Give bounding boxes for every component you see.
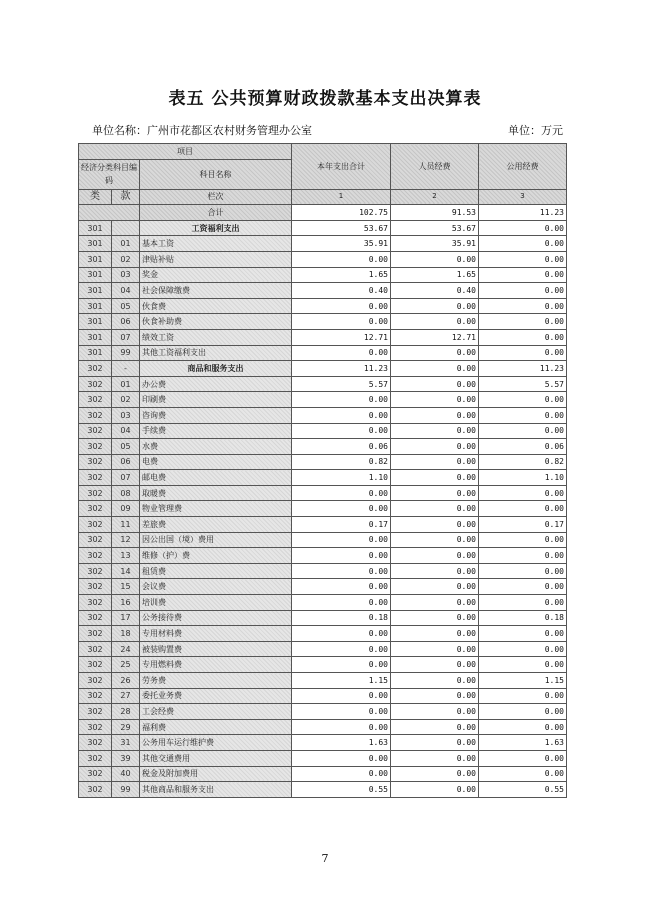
total-cell: 0.18 bbox=[292, 610, 391, 626]
public-cell: 0.00 bbox=[479, 626, 567, 642]
personnel-cell: 0.00 bbox=[391, 517, 479, 533]
category-code-cell: 301 bbox=[79, 267, 112, 283]
subject-name-cell: 其他交通费用 bbox=[140, 750, 292, 766]
public-cell: 0.00 bbox=[479, 532, 567, 548]
col-index-1: 1 bbox=[292, 189, 391, 205]
total-cell: 0.00 bbox=[292, 704, 391, 720]
public-cell: 0.00 bbox=[479, 251, 567, 267]
category-code-cell: 302 bbox=[79, 407, 112, 423]
subject-name-cell: 奖金 bbox=[140, 267, 292, 283]
header-section: 款 bbox=[112, 189, 140, 205]
header-category: 类 bbox=[79, 189, 112, 205]
section-code-cell bbox=[112, 220, 140, 236]
total-cell: 0.40 bbox=[292, 283, 391, 299]
total-cell: 0.00 bbox=[292, 298, 391, 314]
table-row bbox=[79, 501, 567, 517]
category-code-cell: 302 bbox=[79, 454, 112, 470]
subject-name-cell: 公务接待费 bbox=[140, 610, 292, 626]
table-row bbox=[79, 626, 567, 642]
total-cell: 12.71 bbox=[292, 329, 391, 345]
header-col-public: 公用经费 bbox=[479, 144, 567, 190]
total-cell: 0.00 bbox=[292, 407, 391, 423]
table-row bbox=[79, 485, 567, 501]
table-row bbox=[79, 220, 567, 236]
public-cell: 0.00 bbox=[479, 236, 567, 252]
subject-name-cell: 伙食补助费 bbox=[140, 314, 292, 330]
section-code-cell: 15 bbox=[112, 579, 140, 595]
personnel-cell: 0.00 bbox=[391, 704, 479, 720]
personnel-cell: 0.00 bbox=[391, 470, 479, 486]
table-row bbox=[79, 563, 567, 579]
table-row bbox=[79, 361, 567, 377]
public-cell: 0.00 bbox=[479, 298, 567, 314]
category-code-cell: 302 bbox=[79, 423, 112, 439]
table-row bbox=[79, 657, 567, 673]
total-cell: 0.00 bbox=[292, 563, 391, 579]
subject-name-cell: 社会保障缴费 bbox=[140, 283, 292, 299]
total-cell: 0.17 bbox=[292, 517, 391, 533]
public-cell: 1.63 bbox=[479, 735, 567, 751]
personnel-cell: 0.00 bbox=[391, 314, 479, 330]
table-row bbox=[79, 236, 567, 252]
total-cell: 0.55 bbox=[292, 782, 391, 798]
category-code-cell: 302 bbox=[79, 750, 112, 766]
personnel-cell: 0.00 bbox=[391, 454, 479, 470]
total-cell: 0.00 bbox=[292, 766, 391, 782]
section-code-cell: 01 bbox=[112, 376, 140, 392]
personnel-cell: 0.00 bbox=[391, 766, 479, 782]
total-cell: 1.10 bbox=[292, 470, 391, 486]
public-cell: 0.00 bbox=[479, 220, 567, 236]
subject-name-cell: 商品和服务支出 bbox=[140, 361, 292, 377]
total-cell: 0.00 bbox=[292, 532, 391, 548]
public-cell: 0.00 bbox=[479, 704, 567, 720]
section-code-cell: 26 bbox=[112, 673, 140, 689]
table-row bbox=[79, 688, 567, 704]
section-code-cell: 18 bbox=[112, 626, 140, 642]
category-code-cell: 302 bbox=[79, 782, 112, 798]
subject-name-cell: 培训费 bbox=[140, 595, 292, 611]
personnel-cell: 0.00 bbox=[391, 501, 479, 517]
subject-name-cell: 伙食费 bbox=[140, 298, 292, 314]
category-code-cell: 302 bbox=[79, 610, 112, 626]
subject-name-cell: 被装购置费 bbox=[140, 641, 292, 657]
total-cell: 0.00 bbox=[292, 392, 391, 408]
section-code-cell: 27 bbox=[112, 688, 140, 704]
section-code-cell: 13 bbox=[112, 548, 140, 564]
subject-name-cell: 物业管理费 bbox=[140, 501, 292, 517]
personnel-cell: 0.00 bbox=[391, 688, 479, 704]
category-code-cell: 301 bbox=[79, 314, 112, 330]
subject-name-cell: 差旅费 bbox=[140, 517, 292, 533]
personnel-cell: 0.00 bbox=[391, 485, 479, 501]
public-cell: 0.82 bbox=[479, 454, 567, 470]
category-code-cell: 302 bbox=[79, 719, 112, 735]
section-code-cell: 07 bbox=[112, 329, 140, 345]
category-code-cell: 302 bbox=[79, 735, 112, 751]
section-code-cell: 14 bbox=[112, 563, 140, 579]
public-cell: 0.00 bbox=[479, 595, 567, 611]
header-row-item bbox=[79, 144, 567, 160]
public-cell: 1.10 bbox=[479, 470, 567, 486]
table-row bbox=[79, 532, 567, 548]
public-cell: 1.15 bbox=[479, 673, 567, 689]
total-cell: 0.00 bbox=[292, 595, 391, 611]
section-code-cell: 03 bbox=[112, 267, 140, 283]
section-code-cell: 28 bbox=[112, 704, 140, 720]
section-code-cell: 05 bbox=[112, 439, 140, 455]
public-cell: 0.00 bbox=[479, 423, 567, 439]
category-code-cell: 302 bbox=[79, 470, 112, 486]
public-cell: 0.00 bbox=[479, 657, 567, 673]
public-cell: 0.00 bbox=[479, 345, 567, 361]
personnel-cell: 0.00 bbox=[391, 563, 479, 579]
section-code-cell: 99 bbox=[112, 782, 140, 798]
category-code-cell: 301 bbox=[79, 329, 112, 345]
total-row-blank bbox=[79, 205, 140, 221]
subject-name-cell: 办公费 bbox=[140, 376, 292, 392]
public-cell: 0.00 bbox=[479, 766, 567, 782]
public-cell: 0.00 bbox=[479, 314, 567, 330]
personnel-cell: 0.00 bbox=[391, 361, 479, 377]
category-code-cell: 301 bbox=[79, 220, 112, 236]
public-cell: 0.00 bbox=[479, 579, 567, 595]
subject-name-cell: 专用材料费 bbox=[140, 626, 292, 642]
subject-name-cell: 委托业务费 bbox=[140, 688, 292, 704]
category-code-cell: 302 bbox=[79, 532, 112, 548]
page-number: 7 bbox=[321, 852, 329, 865]
col-index-3: 3 bbox=[479, 189, 567, 205]
public-cell: 11.23 bbox=[479, 361, 567, 377]
table-row bbox=[79, 314, 567, 330]
subject-name-cell: 公务用车运行维护费 bbox=[140, 735, 292, 751]
section-code-cell: 99 bbox=[112, 345, 140, 361]
section-code-cell: 02 bbox=[112, 251, 140, 267]
public-cell: 0.00 bbox=[479, 407, 567, 423]
table-row bbox=[79, 283, 567, 299]
table-row bbox=[79, 423, 567, 439]
public-cell: 0.55 bbox=[479, 782, 567, 798]
table-row bbox=[79, 376, 567, 392]
personnel-cell: 0.00 bbox=[391, 579, 479, 595]
public-cell: 0.00 bbox=[479, 641, 567, 657]
section-code-cell: 12 bbox=[112, 532, 140, 548]
public-cell: 0.00 bbox=[479, 283, 567, 299]
category-code-cell: 302 bbox=[79, 626, 112, 642]
table-row bbox=[79, 407, 567, 423]
personnel-cell: 53.67 bbox=[391, 220, 479, 236]
section-code-cell: 31 bbox=[112, 735, 140, 751]
total-cell: 1.15 bbox=[292, 673, 391, 689]
category-code-cell: 302 bbox=[79, 595, 112, 611]
section-code-cell: 04 bbox=[112, 283, 140, 299]
category-code-cell: 302 bbox=[79, 673, 112, 689]
category-code-cell: 301 bbox=[79, 283, 112, 299]
public-cell: 0.00 bbox=[479, 688, 567, 704]
total-cell: 0.00 bbox=[292, 719, 391, 735]
personnel-cell: 0.00 bbox=[391, 595, 479, 611]
section-code-cell: 16 bbox=[112, 595, 140, 611]
subject-name-cell: 咨询费 bbox=[140, 407, 292, 423]
col-index-2: 2 bbox=[391, 189, 479, 205]
public-cell: 0.00 bbox=[479, 719, 567, 735]
total-cell: 0.00 bbox=[292, 345, 391, 361]
table-row bbox=[79, 267, 567, 283]
total-cell: 0.00 bbox=[292, 485, 391, 501]
subject-name-cell: 邮电费 bbox=[140, 470, 292, 486]
subject-name-cell: 取暖费 bbox=[140, 485, 292, 501]
table-row bbox=[79, 673, 567, 689]
total-row-total: 102.75 bbox=[292, 205, 391, 221]
subject-name-cell: 税金及附加费用 bbox=[140, 766, 292, 782]
total-cell: 0.00 bbox=[292, 657, 391, 673]
unit-name-label: 单位名称：广州市花都区农村财务管理办公室 bbox=[92, 124, 312, 137]
section-code-cell: 39 bbox=[112, 750, 140, 766]
total-row-personnel: 91.53 bbox=[391, 205, 479, 221]
personnel-cell: 0.00 bbox=[391, 657, 479, 673]
category-code-cell: 302 bbox=[79, 361, 112, 377]
public-cell: 0.18 bbox=[479, 610, 567, 626]
category-code-cell: 301 bbox=[79, 298, 112, 314]
subject-name-cell: 手续费 bbox=[140, 423, 292, 439]
table-row bbox=[79, 766, 567, 782]
table-row bbox=[79, 329, 567, 345]
subject-name-cell: 津贴补贴 bbox=[140, 251, 292, 267]
section-code-cell: 08 bbox=[112, 485, 140, 501]
table-row bbox=[79, 641, 567, 657]
table-row bbox=[79, 345, 567, 361]
category-code-cell: 302 bbox=[79, 563, 112, 579]
public-cell: 0.00 bbox=[479, 267, 567, 283]
category-code-cell: 302 bbox=[79, 704, 112, 720]
section-code-cell: 09 bbox=[112, 501, 140, 517]
category-code-cell: 301 bbox=[79, 236, 112, 252]
header-subject-name: 科目名称 bbox=[140, 159, 292, 189]
total-cell: 0.00 bbox=[292, 626, 391, 642]
total-cell: 0.06 bbox=[292, 439, 391, 455]
section-code-cell: 06 bbox=[112, 454, 140, 470]
personnel-cell: 0.00 bbox=[391, 673, 479, 689]
total-cell: 1.65 bbox=[292, 267, 391, 283]
personnel-cell: 1.65 bbox=[391, 267, 479, 283]
category-code-cell: 302 bbox=[79, 579, 112, 595]
total-cell: 0.00 bbox=[292, 423, 391, 439]
section-code-cell: 11 bbox=[112, 517, 140, 533]
section-code-cell: 02 bbox=[112, 392, 140, 408]
public-cell: 0.00 bbox=[479, 501, 567, 517]
subject-name-cell: 因公出国（境）费用 bbox=[140, 532, 292, 548]
category-code-cell: 302 bbox=[79, 392, 112, 408]
subject-name-cell: 基本工资 bbox=[140, 236, 292, 252]
total-row bbox=[79, 205, 567, 221]
section-code-cell: 25 bbox=[112, 657, 140, 673]
category-code-cell: 302 bbox=[79, 766, 112, 782]
total-cell: 5.57 bbox=[292, 376, 391, 392]
total-cell: 1.63 bbox=[292, 735, 391, 751]
public-cell: 0.00 bbox=[479, 329, 567, 345]
subject-name-cell: 其他工资福利支出 bbox=[140, 345, 292, 361]
category-code-cell: 302 bbox=[79, 688, 112, 704]
personnel-cell: 0.00 bbox=[391, 719, 479, 735]
total-cell: 11.23 bbox=[292, 361, 391, 377]
table-row bbox=[79, 782, 567, 798]
personnel-cell: 0.40 bbox=[391, 283, 479, 299]
subject-name-cell: 电费 bbox=[140, 454, 292, 470]
total-row-public: 11.23 bbox=[479, 205, 567, 221]
table-row bbox=[79, 392, 567, 408]
section-code-cell: 17 bbox=[112, 610, 140, 626]
table-row bbox=[79, 704, 567, 720]
total-cell: 0.00 bbox=[292, 251, 391, 267]
personnel-cell: 0.00 bbox=[391, 750, 479, 766]
personnel-cell: 0.00 bbox=[391, 548, 479, 564]
category-code-cell: 302 bbox=[79, 517, 112, 533]
table-row bbox=[79, 750, 567, 766]
category-code-cell: 302 bbox=[79, 501, 112, 517]
personnel-cell: 0.00 bbox=[391, 610, 479, 626]
public-cell: 0.00 bbox=[479, 485, 567, 501]
total-row-label: 合计 bbox=[140, 205, 292, 221]
subject-name-cell: 劳务费 bbox=[140, 673, 292, 689]
table-row bbox=[79, 454, 567, 470]
subject-name-cell: 水费 bbox=[140, 439, 292, 455]
table-row bbox=[79, 719, 567, 735]
table-row bbox=[79, 548, 567, 564]
header-item: 项目 bbox=[79, 144, 292, 160]
table-row bbox=[79, 595, 567, 611]
total-cell: 0.00 bbox=[292, 688, 391, 704]
subject-name-cell: 专用燃料费 bbox=[140, 657, 292, 673]
table-row bbox=[79, 579, 567, 595]
table-row bbox=[79, 439, 567, 455]
category-code-cell: 302 bbox=[79, 657, 112, 673]
total-cell: 0.00 bbox=[292, 641, 391, 657]
public-cell: 0.00 bbox=[479, 563, 567, 579]
personnel-cell: 0.00 bbox=[391, 251, 479, 267]
category-code-cell: 302 bbox=[79, 439, 112, 455]
subject-name-cell: 福利费 bbox=[140, 719, 292, 735]
subject-name-cell: 工资福利支出 bbox=[140, 220, 292, 236]
personnel-cell: 0.00 bbox=[391, 392, 479, 408]
total-cell: 53.67 bbox=[292, 220, 391, 236]
section-code-cell: 03 bbox=[112, 407, 140, 423]
personnel-cell: 0.00 bbox=[391, 626, 479, 642]
table-row bbox=[79, 517, 567, 533]
public-cell: 0.00 bbox=[479, 392, 567, 408]
personnel-cell: 12.71 bbox=[391, 329, 479, 345]
personnel-cell: 0.00 bbox=[391, 423, 479, 439]
subject-name-cell: 绩效工资 bbox=[140, 329, 292, 345]
section-code-cell: 07 bbox=[112, 470, 140, 486]
unit-label: 单位：万元 bbox=[508, 124, 563, 137]
subject-name-cell: 会议费 bbox=[140, 579, 292, 595]
section-code-cell: 24 bbox=[112, 641, 140, 657]
category-code-cell: 302 bbox=[79, 376, 112, 392]
public-cell: 0.06 bbox=[479, 439, 567, 455]
category-code-cell: 301 bbox=[79, 251, 112, 267]
public-cell: 0.00 bbox=[479, 548, 567, 564]
personnel-cell: 0.00 bbox=[391, 782, 479, 798]
section-code-cell: 06 bbox=[112, 314, 140, 330]
total-cell: 0.00 bbox=[292, 501, 391, 517]
category-code-cell: 302 bbox=[79, 548, 112, 564]
section-code-cell: - bbox=[112, 361, 140, 377]
section-code-cell: 29 bbox=[112, 719, 140, 735]
section-code-cell: 40 bbox=[112, 766, 140, 782]
total-cell: 0.00 bbox=[292, 750, 391, 766]
total-cell: 0.00 bbox=[292, 314, 391, 330]
table-row bbox=[79, 470, 567, 486]
public-cell: 5.57 bbox=[479, 376, 567, 392]
header-econ-code: 经济分类科目编码 bbox=[79, 159, 140, 189]
category-code-cell: 301 bbox=[79, 345, 112, 361]
total-cell: 0.00 bbox=[292, 579, 391, 595]
header-col-personnel: 人员经费 bbox=[391, 144, 479, 190]
personnel-cell: 0.00 bbox=[391, 641, 479, 657]
personnel-cell: 0.00 bbox=[391, 376, 479, 392]
subject-name-cell: 租赁费 bbox=[140, 563, 292, 579]
personnel-cell: 0.00 bbox=[391, 735, 479, 751]
category-code-cell: 302 bbox=[79, 485, 112, 501]
total-cell: 0.82 bbox=[292, 454, 391, 470]
budget-table bbox=[78, 143, 567, 798]
personnel-cell: 35.91 bbox=[391, 236, 479, 252]
personnel-cell: 0.00 bbox=[391, 298, 479, 314]
category-code-cell: 302 bbox=[79, 641, 112, 657]
total-cell: 0.00 bbox=[292, 548, 391, 564]
budget-table-body bbox=[79, 144, 567, 798]
subject-name-cell: 印刷费 bbox=[140, 392, 292, 408]
table-row bbox=[79, 735, 567, 751]
subject-name-cell: 维修（护）费 bbox=[140, 548, 292, 564]
header-row-index bbox=[79, 189, 567, 205]
subject-name-cell: 其他商品和服务支出 bbox=[140, 782, 292, 798]
public-cell: 0.17 bbox=[479, 517, 567, 533]
subject-name-cell: 工会经费 bbox=[140, 704, 292, 720]
personnel-cell: 0.00 bbox=[391, 532, 479, 548]
section-code-cell: 05 bbox=[112, 298, 140, 314]
personnel-cell: 0.00 bbox=[391, 439, 479, 455]
table-row bbox=[79, 251, 567, 267]
section-code-cell: 01 bbox=[112, 236, 140, 252]
personnel-cell: 0.00 bbox=[391, 407, 479, 423]
page-title: 表五 公共预算财政拨款基本支出决算表 bbox=[168, 89, 482, 109]
table-row bbox=[79, 298, 567, 314]
personnel-cell: 0.00 bbox=[391, 345, 479, 361]
public-cell: 0.00 bbox=[479, 750, 567, 766]
section-code-cell: 04 bbox=[112, 423, 140, 439]
header-col-total: 本年支出合计 bbox=[292, 144, 391, 190]
header-row-label: 栏次 bbox=[140, 189, 292, 205]
table-row bbox=[79, 610, 567, 626]
total-cell: 35.91 bbox=[292, 236, 391, 252]
